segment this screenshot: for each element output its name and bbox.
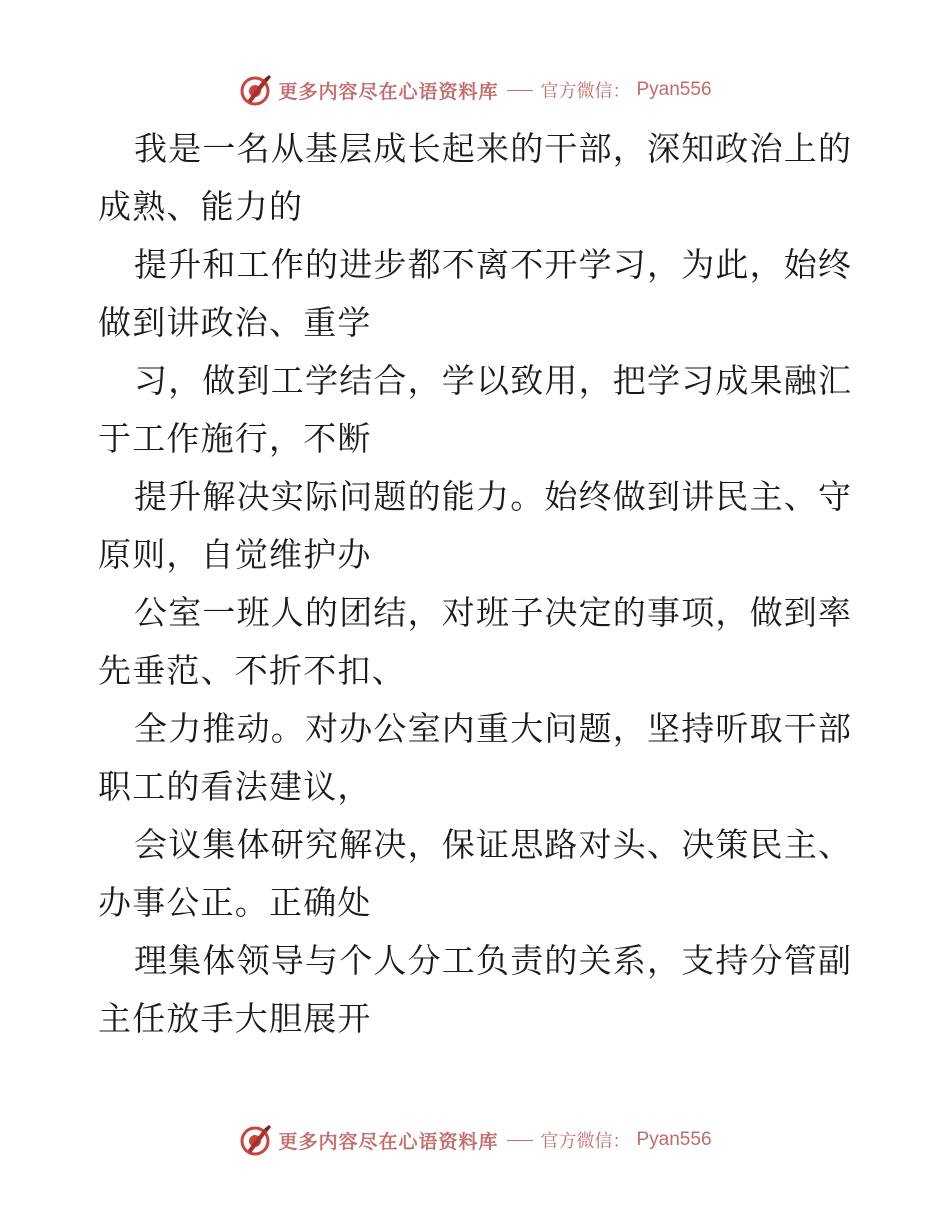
body-line: 原则，自觉维护办: [98, 535, 372, 574]
body-line: 全力推动。对办公室内重大问题，坚持听取干部: [134, 709, 853, 748]
header-watermark-banner: [0, 70, 950, 110]
banner-title: 更多内容尽在心语资料库: [278, 80, 499, 103]
body-line: 提升解决实际问题的能力。始终做到讲民主、守: [134, 477, 853, 516]
banner-dash: [507, 90, 533, 91]
pen-circle-logo-icon: [238, 1123, 272, 1157]
banner-wechat-id: Pyan556: [636, 79, 712, 100]
banner-dash: [507, 1140, 533, 1141]
body-line: 公室一班人的团结，对班子决定的事项，做到率: [134, 593, 853, 632]
body-line: 于工作施行，不断: [98, 419, 372, 458]
body-line: 理集体领导与个人分工负责的关系，支持分管副: [134, 941, 853, 980]
body-line: 我是一名从基层成长起来的干部，深知政治上的: [134, 129, 853, 168]
body-line: 成熟、能力的: [98, 187, 304, 226]
banner-title: 更多内容尽在心语资料库: [278, 1130, 499, 1153]
footer-watermark-banner: [0, 1120, 950, 1160]
body-line: 办事公正。正确处: [98, 883, 372, 922]
body-line: 做到讲政治、重学: [98, 303, 372, 342]
banner-wechat-id: Pyan556: [636, 1129, 712, 1150]
body-line: 职工的看法建议，: [98, 767, 372, 806]
document-body: [98, 120, 858, 1048]
banner-wechat-label: 官方微信：: [540, 81, 631, 102]
pen-circle-logo-icon: [238, 73, 272, 107]
body-line: 先垂范、不折不扣、: [98, 651, 406, 690]
body-line: 主任放手大胆展开: [98, 999, 372, 1038]
body-line: 习，做到工学结合，学以致用，把学习成果融汇: [134, 361, 853, 400]
banner-wechat-label: 官方微信：: [540, 1131, 631, 1152]
body-line: 会议集体研究解决，保证思路对头、决策民主、: [134, 825, 853, 864]
body-line: 提升和工作的进步都不离不开学习，为此，始终: [134, 245, 853, 284]
